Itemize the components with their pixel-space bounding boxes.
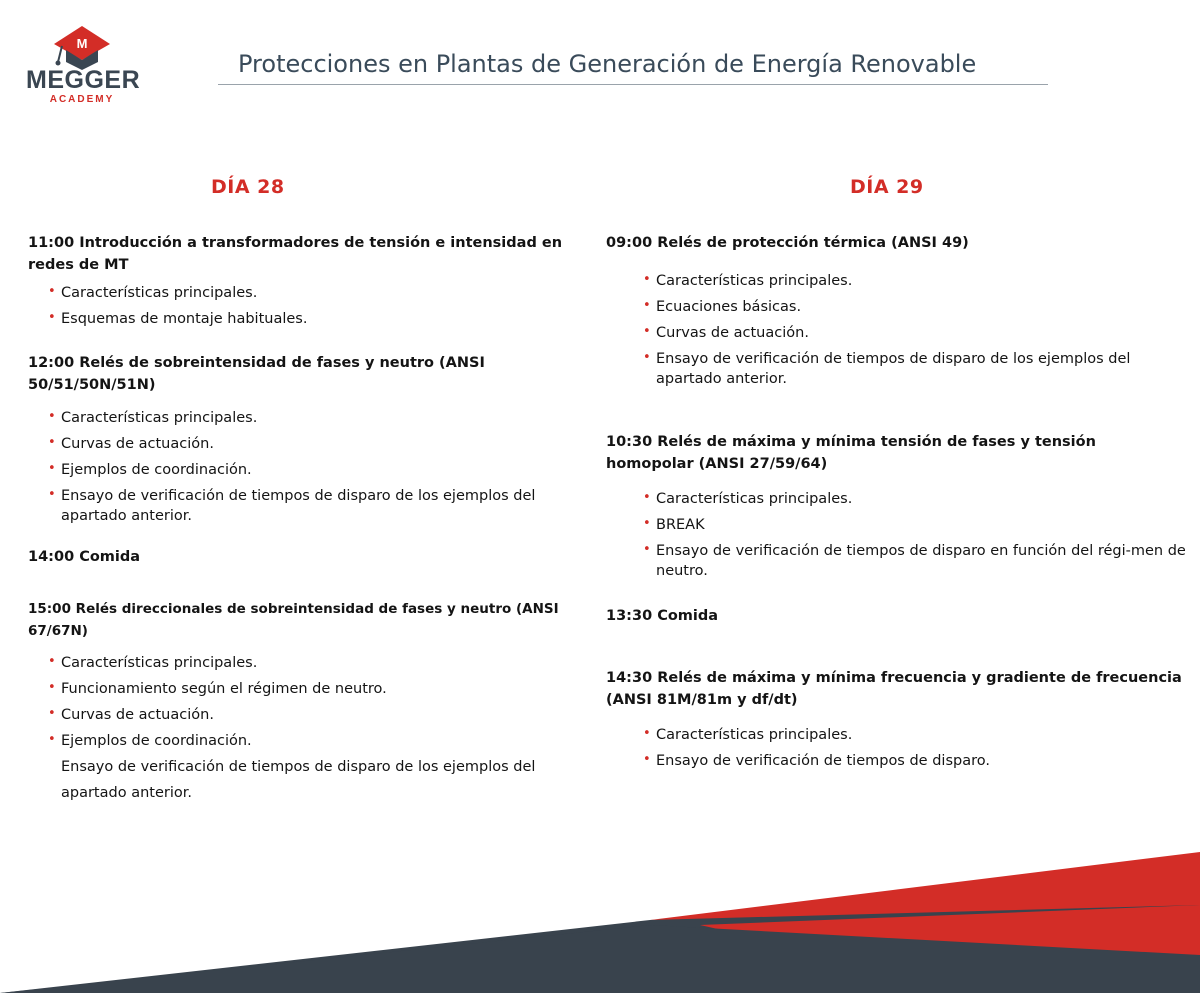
bullet-icon: • [48, 487, 56, 502]
list-item [48, 460, 598, 481]
session-items [28, 283, 598, 330]
item-text: Ensayo de verificación de tiempos de disparo en función del régi-men de neutro. [656, 543, 1186, 579]
item-text: Ensayo de verificación de tiempos de disparo de los ejemplos del apartado anterior. [61, 488, 536, 524]
bullet-icon: • [48, 706, 56, 721]
bullet-icon: • [48, 680, 56, 695]
footer-dark-band [0, 890, 1200, 993]
session-items [28, 408, 598, 526]
day-28-schedule [28, 232, 598, 811]
item-text: Ensayo de verificación de tiempos de disparo de los ejemplos del apartado anterior. [656, 351, 1131, 387]
list-item [643, 515, 1186, 536]
bullet-icon: • [643, 324, 651, 339]
list-item [643, 323, 1186, 344]
session-1500 [28, 598, 598, 806]
item-text: BREAK [656, 517, 705, 533]
session-items [606, 489, 1186, 581]
list-item [48, 408, 598, 429]
megger-academy-logo [26, 22, 146, 112]
list-item [643, 489, 1186, 510]
list-item [48, 705, 598, 726]
item-text: Características principales. [61, 285, 258, 301]
day-29-heading: DÍA 29 [850, 176, 924, 198]
bullet-icon: • [643, 516, 651, 531]
item-text: Ejemplos de coordinación. [61, 462, 252, 478]
item-text: Ensayo de verificación de tiempos de disparo de los ejemplos del apartado anterior. [61, 759, 536, 801]
item-text: Ecuaciones básicas. [656, 299, 802, 315]
list-item [643, 725, 1186, 746]
session-title: 14:30 Relés de máxima y mínima frecuencia y gradiente de frecuencia (ANSI 81M/81m y df/dt) [606, 670, 1182, 708]
session-1400 [28, 546, 598, 568]
list-item [48, 283, 598, 304]
bullet-icon: • [48, 435, 56, 450]
list-item [61, 754, 598, 806]
bullet-icon: • [643, 726, 651, 741]
list-item [48, 309, 598, 330]
page-title: Protecciones en Plantas de Generación de Energía Renovable [238, 50, 977, 78]
session-1200 [28, 352, 598, 526]
session-items [606, 271, 1186, 389]
list-item [643, 349, 1186, 389]
bullet-icon: • [643, 350, 651, 365]
bullet-icon: • [643, 298, 651, 313]
bullet-icon: • [643, 542, 651, 557]
bullet-icon: • [48, 409, 56, 424]
session-title: 15:00 Relés direccionales de sobreintensidad de fases y neutro (ANSI 67/67N) [28, 601, 559, 639]
item-text: Curvas de actuación. [61, 707, 214, 723]
list-item [48, 731, 598, 752]
session-title: 11:00 Introducción a transformadores de tensión e intensidad en redes de MT [28, 235, 563, 273]
item-text: Curvas de actuación. [656, 325, 809, 341]
bullet-icon: • [643, 752, 651, 767]
session-items [606, 725, 1186, 772]
item-text: Características principales. [656, 273, 853, 289]
footer-dark-overlay [0, 925, 1200, 993]
logo-subtitle: ACADEMY [49, 94, 115, 105]
session-1100 [28, 232, 598, 330]
list-item [48, 679, 598, 700]
session-items [28, 653, 598, 806]
bullet-icon: • [643, 272, 651, 287]
session-1330 [606, 605, 1186, 627]
session-title: 10:30 Relés de máxima y mínima tensión de fases y tensión homopolar (ANSI 27/59/64) [606, 434, 1096, 472]
session-title: 13:30 Comida [606, 608, 719, 624]
day-28-heading: DÍA 28 [211, 176, 285, 198]
session-0900 [606, 232, 1186, 389]
list-item [48, 486, 598, 526]
item-text: Curvas de actuación. [61, 436, 214, 452]
session-title: 14:00 Comida [28, 549, 141, 565]
svg-text:M: M [76, 36, 88, 51]
item-text: Ensayo de verificación de tiempos de disparo. [656, 753, 990, 769]
graduation-cap-icon [26, 22, 146, 72]
item-text: Características principales. [656, 727, 853, 743]
footer-red-band [650, 852, 1200, 920]
item-text: Características principales. [61, 410, 258, 426]
title-divider [218, 84, 1048, 85]
item-text: Ejemplos de coordinación. [61, 733, 252, 749]
item-text: Características principales. [61, 655, 258, 671]
session-title: 09:00 Relés de protección térmica (ANSI 49) [606, 235, 969, 251]
item-text: Funcionamiento según el régimen de neutro. [61, 681, 387, 697]
session-1430 [606, 667, 1186, 772]
list-item [48, 653, 598, 674]
list-item [643, 751, 1186, 772]
list-item [643, 271, 1186, 292]
bullet-icon: • [48, 654, 56, 669]
list-item [643, 297, 1186, 318]
list-item [643, 541, 1186, 581]
item-text: Esquemas de montaje habituales. [61, 311, 308, 327]
list-item [48, 434, 598, 455]
day-29-schedule [606, 232, 1186, 777]
bullet-icon: • [643, 490, 651, 505]
session-1030 [606, 431, 1186, 581]
footer-red-band-lower [700, 905, 1200, 993]
bullet-icon: • [48, 284, 56, 299]
item-text: Características principales. [656, 491, 853, 507]
logo-wordmark: MEGGER [26, 66, 141, 94]
bullet-icon: • [48, 461, 56, 476]
session-title: 12:00 Relés de sobreintensidad de fases y neutro (ANSI 50/51/50N/51N) [28, 355, 485, 393]
bullet-icon: • [48, 732, 56, 747]
bullet-icon: • [48, 310, 56, 325]
